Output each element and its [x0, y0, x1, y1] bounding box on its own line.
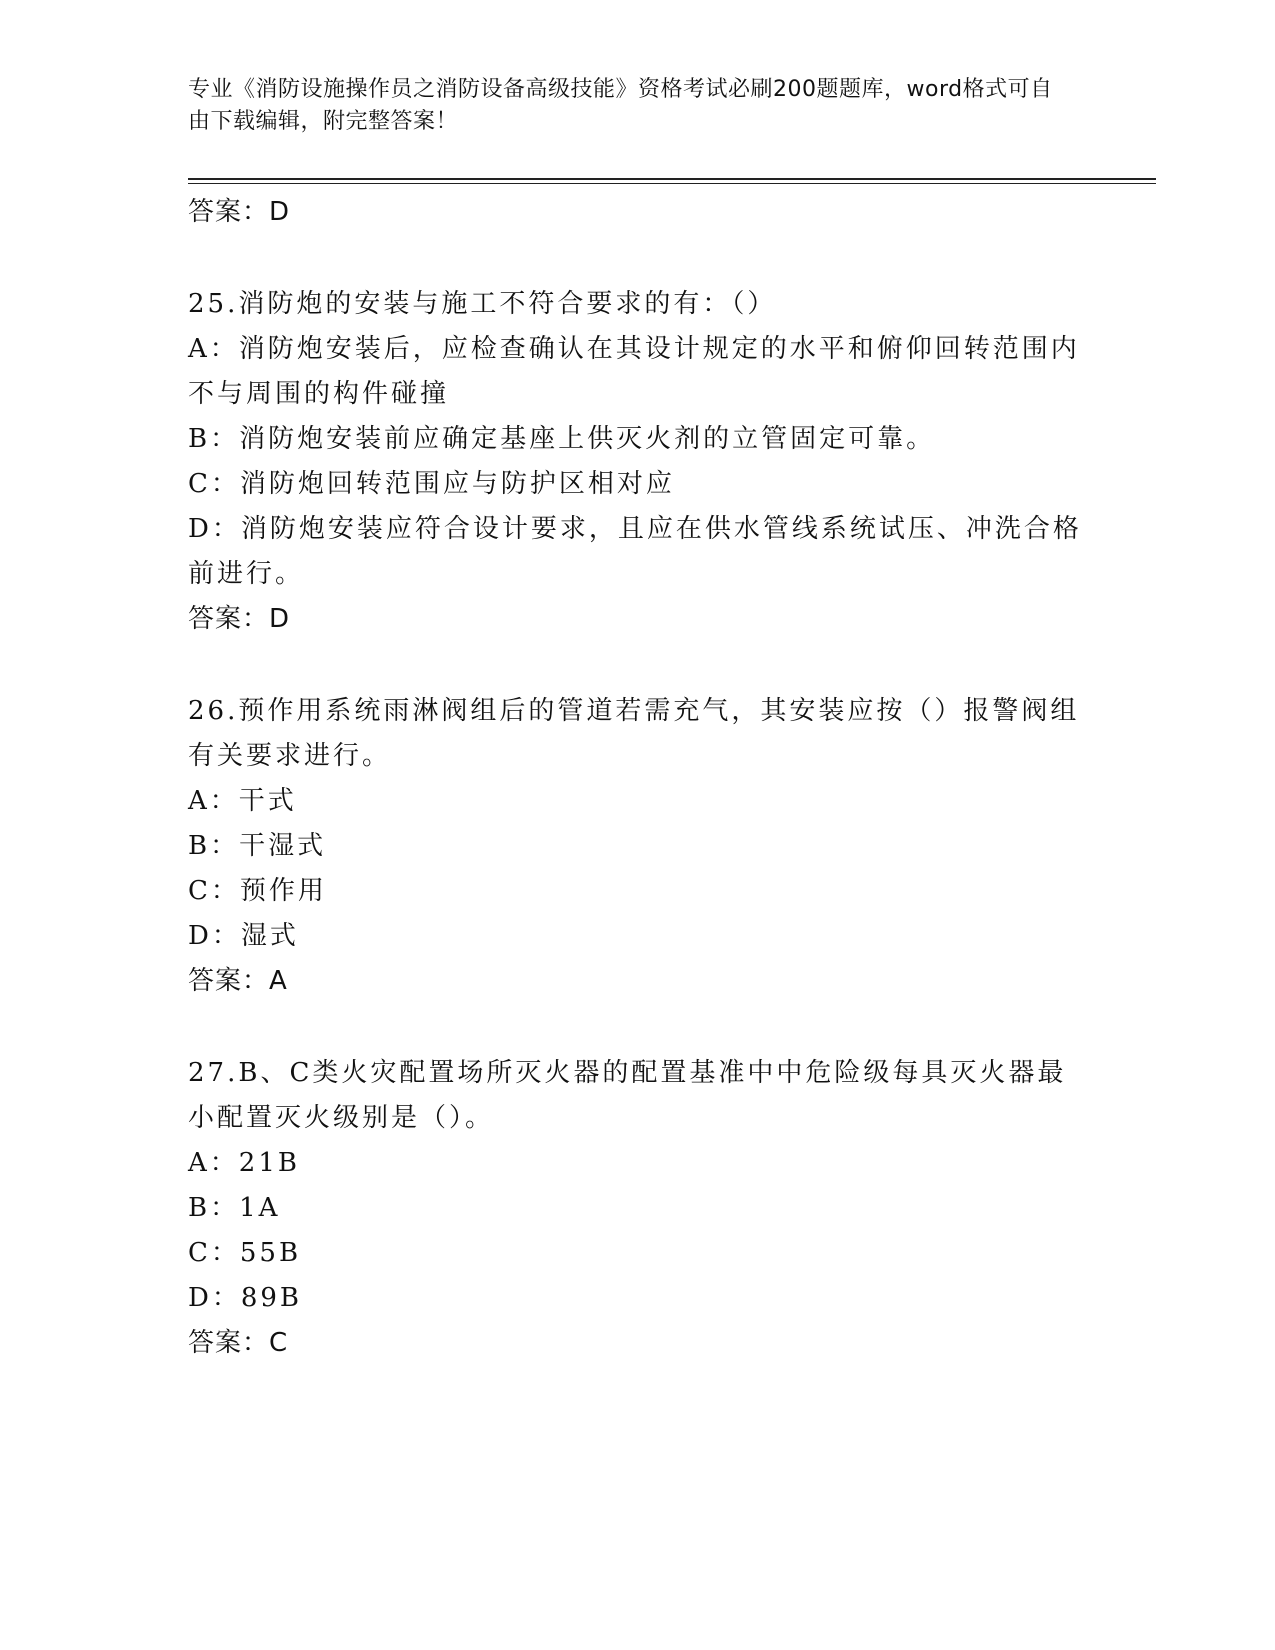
- question-stem: 27.B、C类火灾配置场所灭火器的配置基准中中危险级每具灭火器最小配置灭火级别是（）。: [188, 1058, 1067, 1133]
- option-d: D：湿式: [188, 921, 299, 951]
- option-d: D：消防炮安装应符合设计要求，且应在供水管线系统试压、冲洗合格前进行。: [188, 514, 1082, 589]
- option-b: B：消防炮安装前应确定基座上供灭火剂的立管固定可靠。: [188, 424, 936, 454]
- question-stem: 25.消防炮的安装与施工不符合要求的有：（）: [188, 289, 777, 319]
- question-stem: 26.预作用系统雨淋阀组后的管道若需充气，其安装应按（）报警阀组有关要求进行。: [188, 696, 1080, 771]
- header-divider-thin: [188, 183, 1156, 184]
- option-c: C：消防炮回转范围应与防护区相对应: [188, 469, 675, 499]
- document-header-text: 专业《消防设施操作员之消防设备高级技能》资格考试必刷200题题库，word格式可自由下载编辑，附完整答案！: [188, 77, 1053, 134]
- option-a: A：21B: [188, 1148, 300, 1178]
- option-b: B：干湿式: [188, 831, 327, 861]
- question-answer: 答案：C: [188, 1328, 289, 1358]
- question-27: [188, 1051, 1088, 1365]
- question-25: [188, 282, 1088, 641]
- previous-answer: 答案：D: [188, 197, 291, 227]
- question-answer: 答案：A: [188, 966, 288, 996]
- document-body: [188, 190, 1088, 1365]
- option-a: A：干式: [188, 786, 297, 816]
- question-answer: 答案：D: [188, 604, 291, 634]
- option-c: C：55B: [188, 1238, 302, 1268]
- header-divider-thick: [188, 178, 1156, 180]
- option-c: C：预作用: [188, 876, 327, 906]
- question-26: [188, 689, 1088, 1003]
- option-d: D：89B: [188, 1283, 303, 1313]
- option-b: B：1A: [188, 1193, 281, 1223]
- option-a: A：消防炮安装后，应检查确认在其设计规定的水平和俯仰回转范围内不与周围的构件碰撞: [188, 334, 1080, 409]
